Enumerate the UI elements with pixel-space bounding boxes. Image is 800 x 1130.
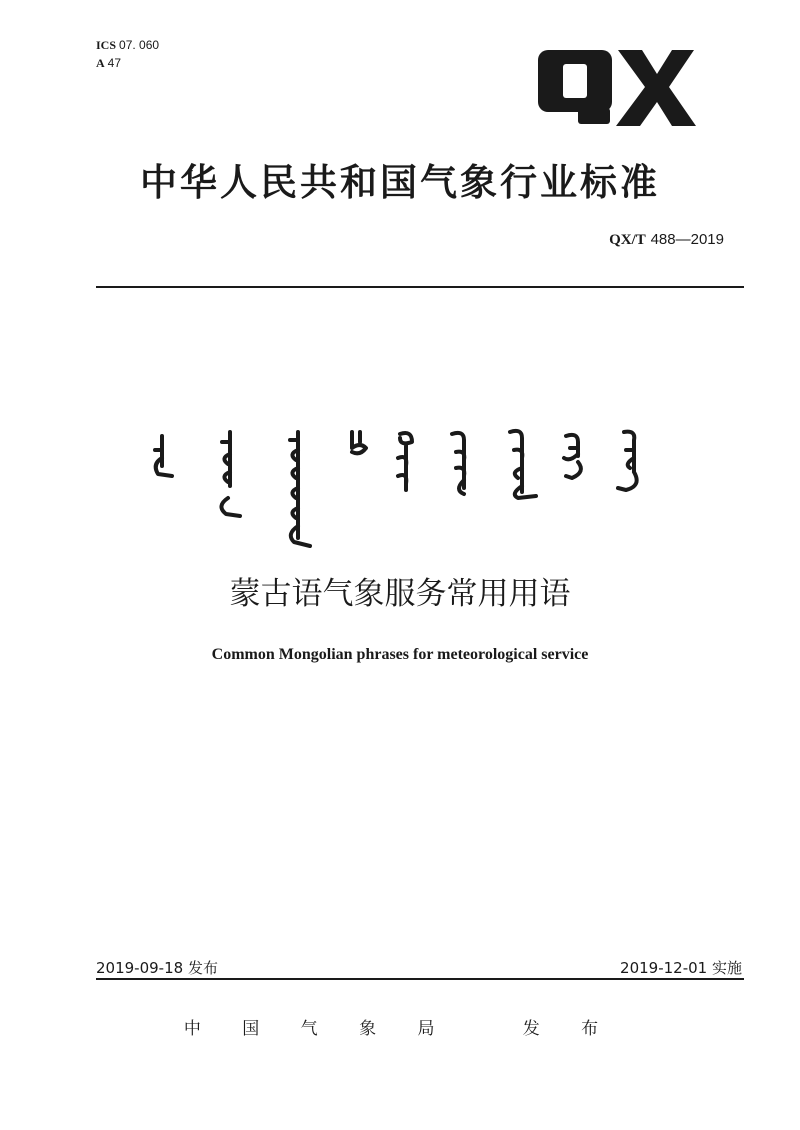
mongolian-word [155,436,172,476]
standard-category-title: 中华人民共和国气象行业标准 [140,161,660,204]
classification-codes [96,36,159,72]
mongolian-word [564,435,581,478]
document-title-english: Common Mongolian phrases for meteorological service [211,646,589,663]
ics-label: ICS [96,38,117,52]
publisher: 中 国 气 象 局 发 布 [183,1019,617,1039]
mongolian-title-script [150,428,680,558]
mongolian-word [352,432,366,453]
ics-code: 07. 060 [119,38,160,52]
mongolian-word [290,432,310,546]
standard-number-prefix: QX/T [609,232,646,248]
mongolian-word [618,432,637,490]
mongolian-word [510,431,536,498]
implementation-date: 2019-12-01 实施 [620,959,742,977]
class-code-line [96,54,159,72]
header-divider [96,286,744,288]
mongolian-word [452,433,464,494]
class-code: 47 [107,56,122,70]
qx-logo [536,50,696,130]
class-label: A [96,56,105,70]
document-title-chinese: 蒙古语气象服务常用用语 [229,576,571,612]
mongolian-word [221,432,240,516]
standard-number-value: 488—2019 [650,231,724,248]
mongolian-word [398,433,412,490]
ics-code-line [96,36,159,54]
footer-divider [96,978,744,980]
issue-date: 2019-09-18 发布 [96,959,218,977]
standard-number [609,230,724,249]
